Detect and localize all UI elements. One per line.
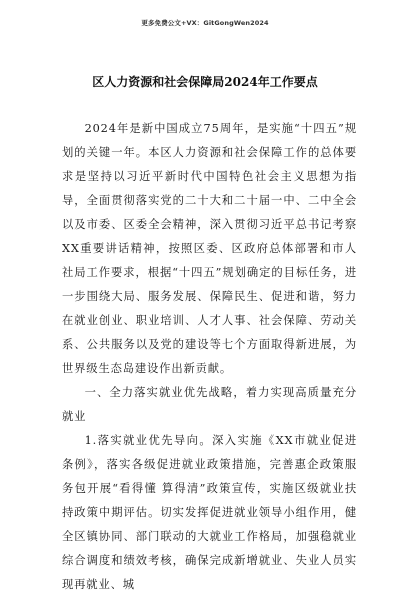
page-title: 区人力资源和社会保障局2024年工作要点 bbox=[92, 75, 318, 89]
document-body bbox=[62, 117, 357, 597]
item-paragraph: 1.落实就业优先导向。深入实施《XX市就业促进条例》，落实各级促进就业政策措施，完善惠企政策服务包开展“看得懂 算得清”政策宣传，实施区级就业扶持政策中期评估。切实发挥促进就业领导小组作用，健全区镇协同、部门联动的大就业工作格局，加强稳就业综合调度和绩效考核，确保完成新增就业、失业人员实现再就业、城 bbox=[62, 434, 357, 591]
header-banner: 更多免费公文+VX：GitGongWen2024 bbox=[141, 19, 269, 27]
section-heading: 一、全力落实就业优先战略，着力实现高质量充分就业 bbox=[62, 386, 357, 423]
intro-paragraph: 2024年是新中国成立75周年，是实施“十四五”规划的关键一年。本区人力资源和社会保障工作的总体要求是坚持以习近平新时代中国特色社会主义思想为指导，全面贯彻落实党的二十大和二十届一中、二中全会以及市委、区委全会精神，深入贯彻习近平总书记考察XX重要讲话精神，按照区委、区政府总体部署和市人社局工作要求，根据“十四五”规划确定的目标任务，进一步围绕大局、服务发展、保障民生、促进和谐，努力在就业创业、职业培训、人才人事、社会保障、劳动关系、公共服务以及党的建设等七个方面取得新进展，为世界级生态岛建设作出新贡献。 bbox=[62, 122, 357, 375]
